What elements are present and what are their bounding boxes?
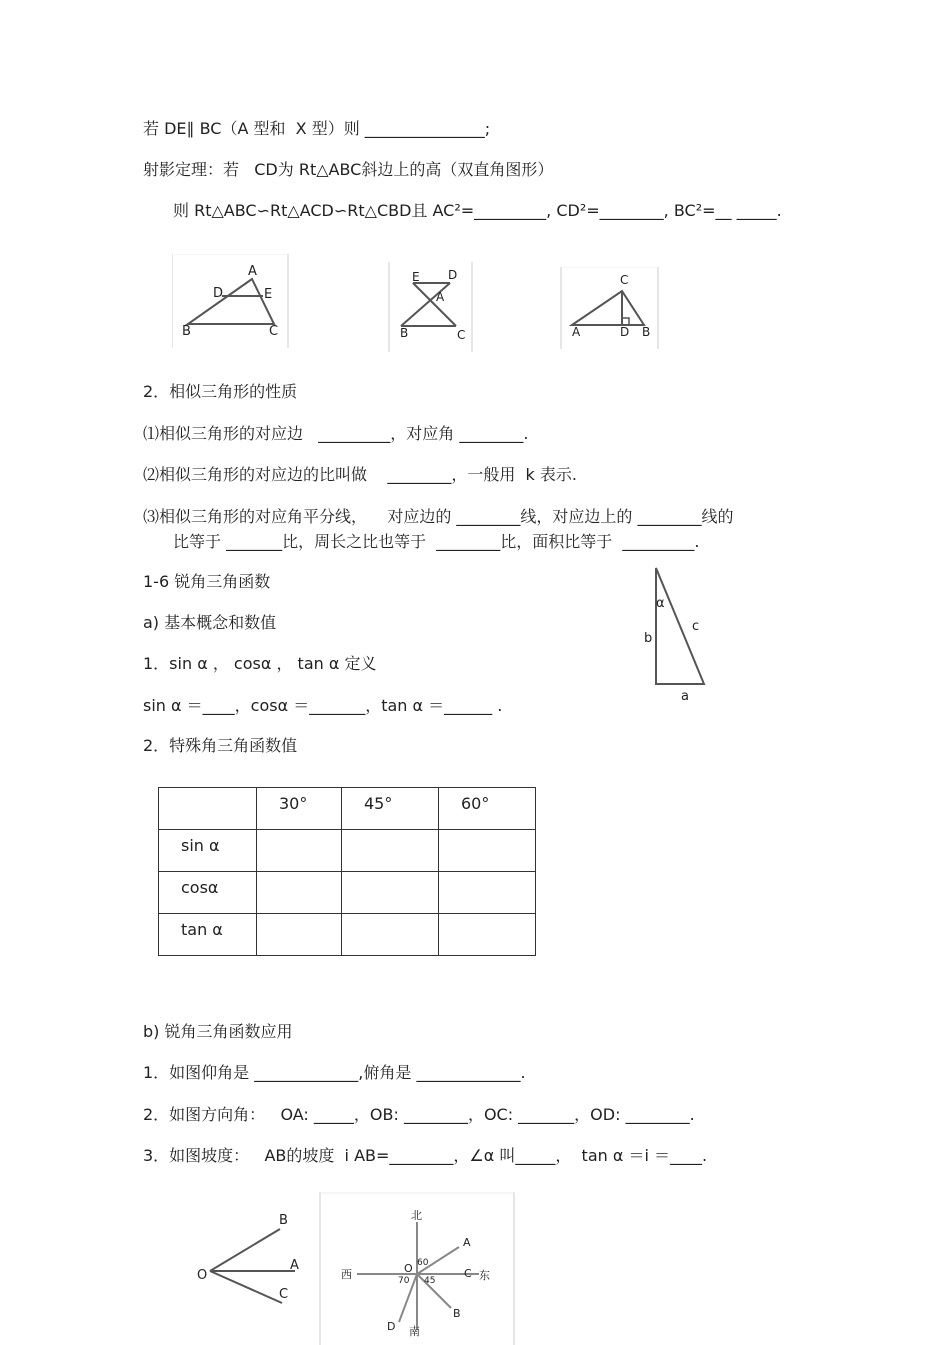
- fig1-label-e: E: [264, 287, 273, 302]
- fig4-label-c: c: [692, 619, 700, 634]
- text-line-prop-3-cont: 比等于 _______比，周长之比也等于 ________比，面积比等于 _________.: [173, 532, 700, 551]
- text-line-slope: 3．如图坡度： AB的坡度 i AB=________，∠α 叫_____， tan α ＝i ＝____.: [143, 1146, 708, 1165]
- figure-compass-bearings: [319, 1192, 515, 1345]
- table-row: [159, 830, 536, 872]
- figure-elevation-depression: [190, 1205, 310, 1305]
- fig6-label-c: C: [464, 1267, 472, 1280]
- figure-right-triangle-altitude: [560, 267, 660, 349]
- fig6-label-o: O: [404, 1262, 413, 1275]
- text-line-definitions: 1．sin α ， cosα ， tan α 定义: [143, 654, 377, 673]
- figure-x-type: [388, 262, 474, 352]
- text-line-prop-3: ⑶相似三角形的对应角平分线， 对应边的 ________线，对应边上的 ________线的: [143, 507, 734, 526]
- fig6-label-d: D: [387, 1320, 396, 1333]
- fig5-label-c: C: [279, 1287, 289, 1302]
- text-line-prop-2: ⑵相似三角形的对应边的比叫做 ________，一般用 k 表示.: [143, 465, 577, 484]
- table-header-60: 60°: [461, 794, 490, 813]
- table-header-30: 30°: [279, 794, 308, 813]
- text-line-projection-theorem: 射影定理：若 CD为 Rt△ABC斜边上的高（双直角图形）: [143, 160, 554, 179]
- text-line-similar-rt: 则 Rt△ABC∽Rt△ACD∽Rt△CBD且 AC²=_________, CD²=________, BC²=__ _____.: [173, 201, 782, 220]
- fig1-label-b: B: [182, 324, 191, 339]
- fig3-label-c: C: [620, 273, 629, 287]
- fig6-label-b: B: [453, 1307, 461, 1320]
- fig4-label-a: a: [681, 689, 689, 704]
- fig5-label-b: B: [279, 1213, 288, 1228]
- table-row-label: sin α: [181, 836, 220, 855]
- table-header-45: 45°: [364, 794, 393, 813]
- text-line-de-bc: 若 DE∥ BC（A 型和 X 型）则 _______________;: [143, 119, 491, 138]
- heading-basic-concepts: a) 基本概念和数值: [143, 613, 277, 632]
- heading-acute-trig: 1-6 锐角三角函数: [143, 572, 271, 591]
- fig3-label-d: D: [620, 325, 630, 339]
- fig6-label-west: 西: [341, 1268, 352, 1281]
- fig2-label-c: C: [457, 328, 466, 342]
- fig6-angle-70: 70: [398, 1276, 410, 1286]
- fig3-label-b: B: [642, 325, 651, 339]
- text-line-trig-blanks: sin α ＝____，cosα ＝_______，tan α ＝______ .: [143, 696, 503, 715]
- fig5-label-a: A: [290, 1258, 299, 1273]
- heading-similar-properties: 2．相似三角形的性质: [143, 382, 298, 401]
- special-angle-table: [158, 787, 536, 956]
- text-line-elevation: 1．如图仰角是 _____________,俯角是 _____________.: [143, 1063, 526, 1082]
- fig6-angle-45: 45: [424, 1276, 436, 1286]
- fig4-label-alpha: α: [656, 596, 665, 611]
- fig2-label-e: E: [412, 270, 420, 284]
- table-row-label: tan α: [181, 920, 223, 939]
- figure-a-type: [172, 254, 290, 348]
- table-row: [159, 788, 536, 830]
- fig5-label-o: O: [197, 1268, 208, 1283]
- heading-trig-applications: b) 锐角三角函数应用: [143, 1022, 293, 1041]
- fig4-label-b: b: [644, 631, 653, 646]
- fig2-label-a: A: [436, 290, 445, 304]
- fig2-label-d: D: [448, 268, 458, 282]
- heading-special-angles: 2．特殊角三角函数值: [143, 736, 298, 755]
- fig1-label-a: A: [248, 264, 257, 279]
- figure-right-triangle-abc: [636, 562, 716, 706]
- fig3-label-a: A: [572, 325, 581, 339]
- fig1-label-c: C: [269, 324, 279, 339]
- text-line-prop-1: ⑴相似三角形的对应边 _________，对应角 ________.: [143, 424, 529, 443]
- table-row: [159, 872, 536, 914]
- fig1-label-d: D: [213, 286, 224, 301]
- fig6-label-north: 北: [411, 1209, 422, 1222]
- fig6-angle-60: 60: [417, 1258, 429, 1268]
- fig2-label-b: B: [400, 326, 409, 340]
- fig6-label-east: 东: [479, 1269, 490, 1282]
- fig6-label-south: 南: [409, 1325, 420, 1338]
- text-line-bearing: 2．如图方向角： OA: _____，OB: ________，OC: _______，OD: ________.: [143, 1105, 695, 1124]
- table-row: [159, 914, 536, 956]
- table-row-label: cosα: [181, 878, 219, 897]
- fig6-label-a: A: [463, 1236, 471, 1249]
